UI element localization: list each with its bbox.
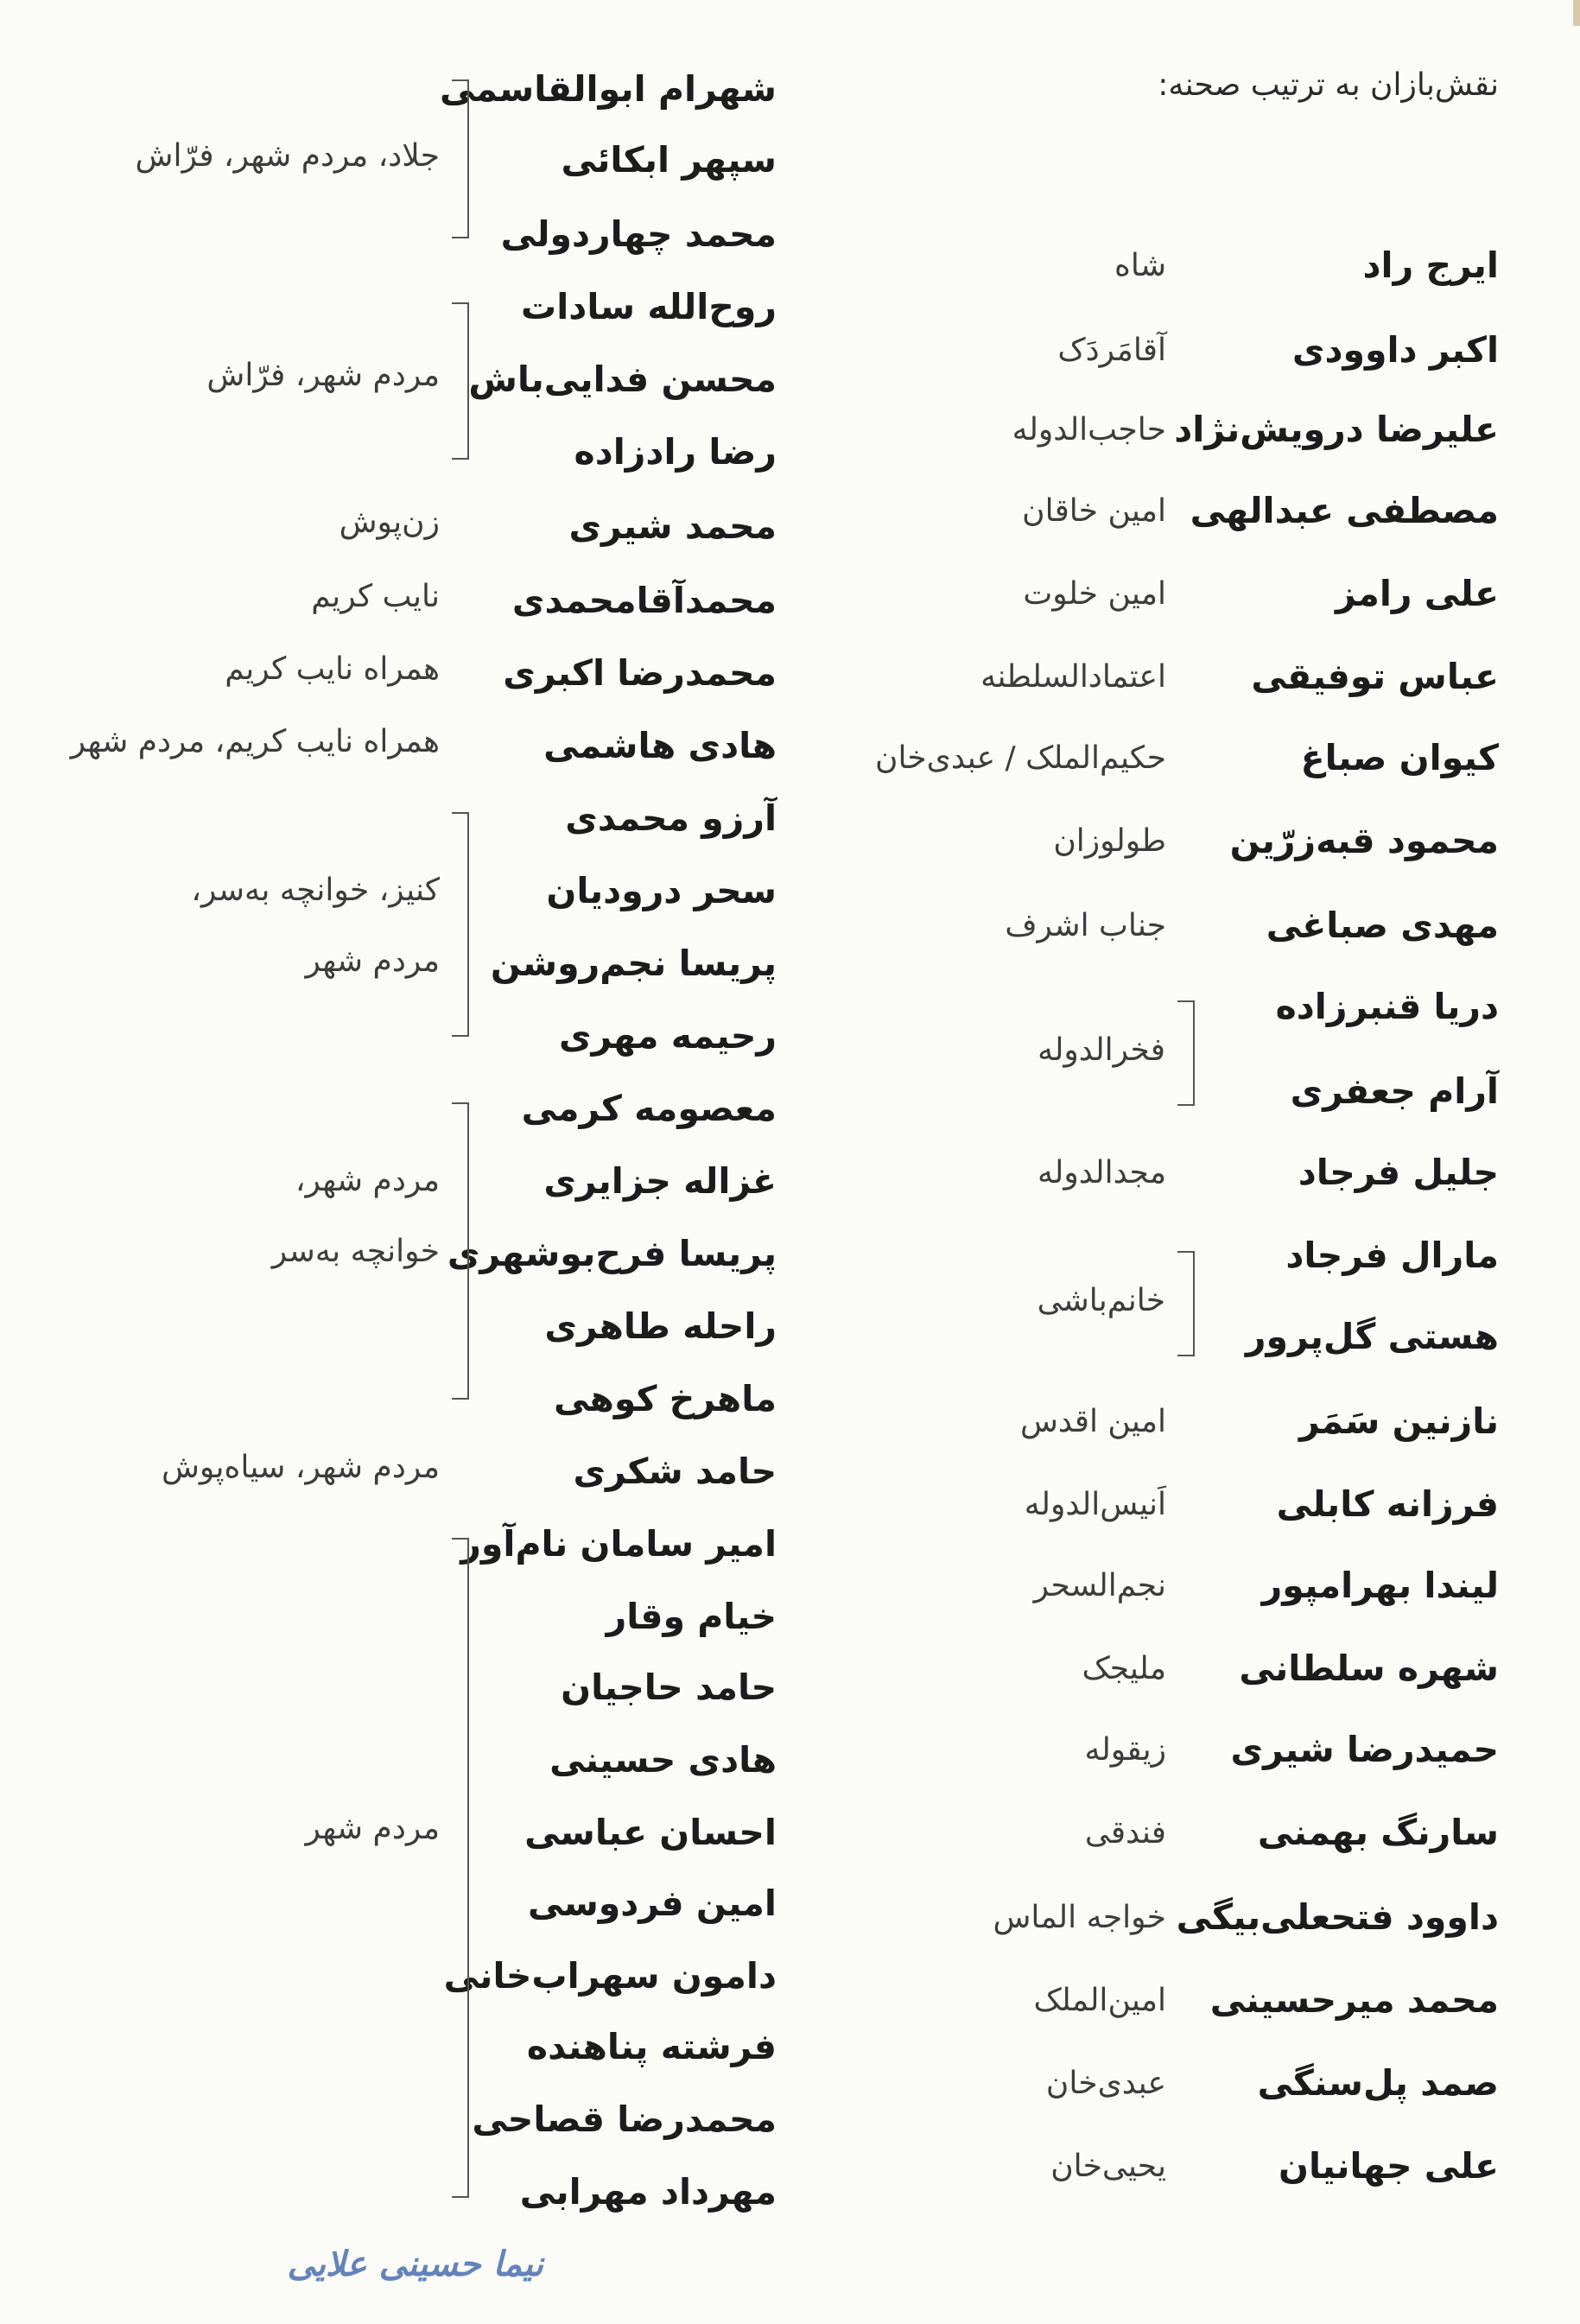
cast-row [739,646,1499,707]
role-name: اَنیس‌الدوله [1024,1486,1166,1522]
actor-name: علی جهانیان [1278,2145,1499,2187]
role-name: امین خلوت [1023,575,1166,612]
signature: نیما حسینی علایی [287,2245,543,2284]
cast-row [739,2053,1499,2113]
cast-heading: نقش‌بازان به ترتیب صحنه: [1158,67,1499,103]
cast-row [739,399,1499,460]
actor-name: رضا رادزاده [574,431,777,473]
group-role: جلاد، مردم شهر، فرّاش [135,138,440,174]
actor-name: هادی هاشمی [543,725,777,766]
cast-row [739,1142,1499,1203]
actor-name: امین فردوسی [527,1883,777,1924]
cast-row [739,563,1499,624]
actor-name: سحر درودیان [546,870,777,911]
cast-row [520,2162,777,2222]
group-role: مردم شهر [305,1811,440,1846]
cast-row [559,1006,777,1066]
cast-row [565,788,777,848]
actor-name: محمدرضا اکبری [503,652,777,694]
role-name: نایب کریم [311,579,440,614]
group-bracket [1177,1000,1195,1106]
role-name: همراه نایب کریم، مردم شهر [70,724,440,759]
cast-row [528,1873,777,1933]
actor-name: ایرج راد [1362,244,1499,286]
cast-row [561,1657,777,1718]
actor-name: محمدآقامحمدی [511,580,777,621]
cast-row [544,1296,777,1356]
role-name: آقامَردَک [1057,332,1166,368]
cast-row [524,1802,777,1863]
cast-row [444,1946,777,2006]
role-name: حکیم‌الملک / عبدی‌خان [875,740,1166,776]
actor-name: مهرداد مهرابی [519,2171,777,2213]
actor-name: نازنین سَمَر [1298,1400,1499,1442]
actor-name: حمیدرضا شیری [1230,1729,1499,1770]
role-name: مردم شهر، سیاه‌پوش [161,1450,440,1485]
role-name: عبدی‌خان [1045,2065,1166,2101]
actor-name: غزاله جزایری [543,1160,777,1202]
actor-name: حامد حاجیان [561,1667,777,1708]
cast-row [739,235,1499,295]
actor-name: فرزانه کابلی [1276,1483,1499,1525]
role-name: حاجب‌الدوله [1012,411,1166,448]
actor-name: محمد چهاردولی [500,213,777,255]
cast-row [460,1514,777,1574]
group-role: خوانچه به‌سر [271,1234,440,1269]
group-role: کنیز، خوانچه به‌سر، [191,873,440,908]
cast-row [739,727,1499,788]
actor-name: ماهرخ کوهی [554,1378,777,1419]
role-name: ملیجک [1082,1650,1166,1686]
cast-row [527,2016,777,2077]
actor-name: سپهر ابکائی [561,139,777,181]
actor-name: مهدی صباغی [1266,905,1499,946]
actor-name: هستی گل‌پرور [1245,1316,1499,1357]
cast-row [549,1730,777,1790]
group-role: مردم شهر، [295,1163,440,1198]
actor-name: فرشته پناهنده [526,2026,777,2067]
page-edge [1573,0,1580,26]
cast-row [606,1586,777,1647]
group-bracket [452,1102,469,1400]
cast-row [543,715,777,776]
cast-row [739,1638,1499,1699]
cast-row [739,480,1499,541]
actor-name: آرام جعفری [1290,1070,1499,1112]
role-name: امین خاقان [1022,492,1166,529]
actor-name: مصطفی عبدالهی [1190,490,1499,531]
role-name: فندقی [1084,1814,1166,1851]
cast-row [503,643,777,703]
cast-row [440,59,777,119]
cast-row [739,1887,1499,1947]
cast-row [739,1391,1499,1451]
group-role: خانم‌باشی [1037,1283,1165,1318]
actor-name: محمد شیری [568,505,777,547]
role-name: خواجه الماس [993,1899,1166,1935]
cast-row [739,810,1499,871]
actor-name: امیر سامان نام‌آور [460,1523,777,1565]
cast-row [543,1151,777,1211]
cast-row [739,1802,1499,1863]
actor-name: شهره سلطانی [1239,1648,1499,1689]
actor-name: محمد میرحسینی [1209,1979,1499,2021]
actor-name: دریا قنبرزاده [1275,986,1499,1027]
role-name: شاه [1114,247,1166,283]
cast-row [739,1474,1499,1534]
actor-name: پریسا فرح‌بوشهری [447,1233,777,1274]
group-bracket [1177,1251,1195,1356]
cast-row [472,2089,777,2149]
actor-name: علیرضا درویش‌نژاد [1174,409,1499,450]
role-name: امین اقدس [1019,1403,1166,1439]
role-name: اعتمادالسلطنه [980,658,1166,695]
cast-row [739,1555,1499,1616]
actor-name: جلیل فرجاد [1298,1152,1499,1193]
role-name: یحیی‌خان [1050,2148,1166,2184]
actor-name: عباس توفیقی [1251,656,1499,697]
cast-row [512,570,777,631]
group-role: فخرالدوله [1037,1032,1165,1068]
cast-row [739,320,1499,380]
actor-name: راحله طاهری [544,1305,777,1347]
actor-name: دامون سهراب‌خانی [443,1955,777,1997]
actor-name: رحیمه مهری [558,1015,777,1057]
group-role: مردم شهر [305,943,440,979]
group-bracket [452,812,469,1037]
actor-name: داوود فتحعلی‌بیگی [1176,1896,1499,1938]
cast-row [491,933,777,994]
role-name: مجدالدوله [1037,1154,1166,1191]
actor-name: علی رامز [1335,573,1499,614]
group-role: مردم شهر، فرّاش [206,358,440,393]
actor-name: حامد شکری [573,1451,777,1492]
role-name: همراه نایب کریم [225,651,440,687]
actor-name: پریسا نجم‌روشن [490,943,777,984]
cast-row [522,1078,777,1139]
actor-name: هادی حسینی [549,1739,777,1781]
actor-name: احسان عباسی [524,1812,777,1853]
cast-row [739,895,1499,956]
group-bracket [452,302,469,460]
group-bracket [452,1538,469,2198]
actor-name: خیام وقار [606,1596,777,1637]
role-name: امین‌الملک [1033,1982,1166,2018]
cast-row [739,1719,1499,1780]
role-name: طولوزان [1053,822,1166,859]
actor-name: محسن فدایی‌باش [468,359,777,400]
actor-name: اکبر داوودی [1291,329,1499,371]
actor-name: محمود قبه‌زرّین [1229,820,1499,861]
cast-row [501,204,777,264]
cast-row [574,422,777,482]
group-bracket [452,79,469,238]
actor-name: صمد پل‌سنگی [1257,2062,1499,2104]
cast-row [568,496,777,556]
actor-name: محمدرضا قصاحی [472,2099,777,2140]
role-name: زیقوله [1084,1731,1166,1768]
role-name: زن‌پوش [339,505,440,540]
cast-row [468,349,777,410]
actor-name: سارنگ بهمنی [1257,1812,1499,1853]
actor-name: آرزو محمدی [565,797,777,839]
actor-name: شهرام ابوالقاسمی [439,68,777,110]
actor-name: مارال فرجاد [1285,1235,1499,1276]
actor-name: معصومه کرمی [521,1088,777,1129]
cast-row [573,1441,777,1502]
cast-row [447,1223,777,1284]
cast-row [562,130,777,190]
actor-name: روح‌الله سادات [521,286,777,327]
role-name: نجم‌السحر [1033,1567,1166,1603]
actor-name: کیوان صباغ [1300,737,1499,778]
cast-row [521,276,777,337]
actor-name: لیندا بهرامپور [1261,1565,1499,1606]
role-name: جناب اشرف [1005,907,1166,943]
cast-row [739,1970,1499,2030]
cast-row [739,2136,1499,2196]
cast-row [554,1368,777,1429]
cast-row [546,860,777,921]
